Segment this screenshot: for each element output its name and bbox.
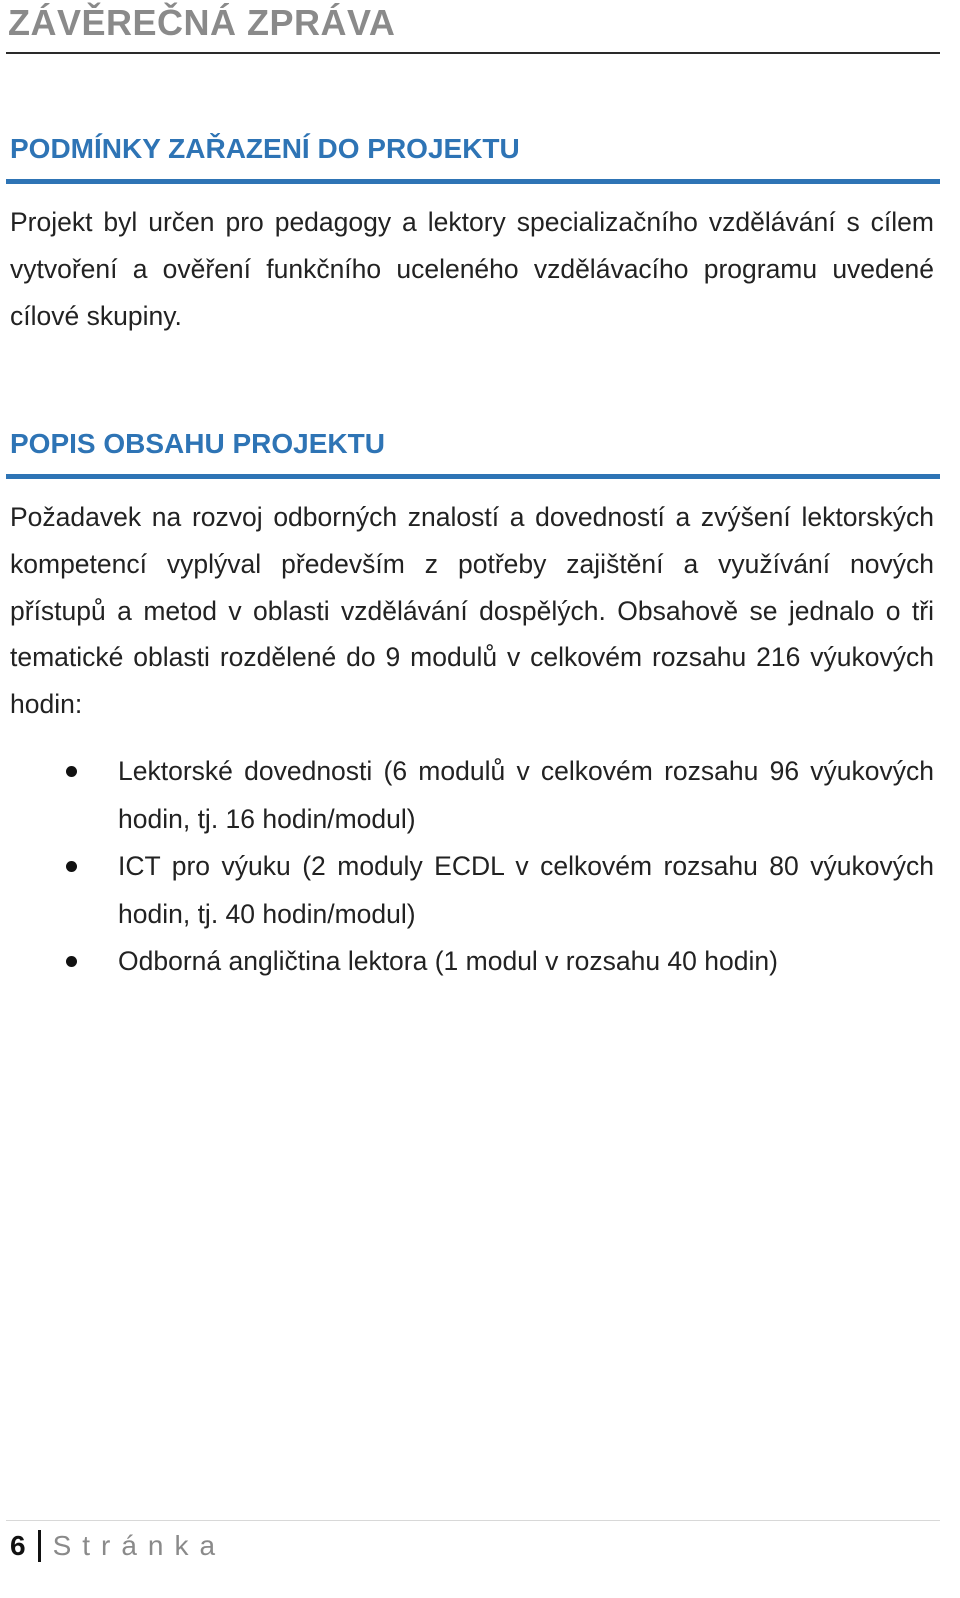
page-label: Stránka xyxy=(52,1530,227,1561)
module-list xyxy=(0,748,940,986)
list-item xyxy=(0,748,940,843)
page-number: 6 xyxy=(10,1530,26,1561)
footer-separator xyxy=(38,1530,41,1562)
page-footer xyxy=(10,1526,226,1566)
list-item-text: Odborná angličtina lektora (1 modul v rozsahu 40 hodin) xyxy=(118,946,778,976)
list-item-text: Lektorské dovednosti (6 modulů v celkovém rozsahu 96 výukových hodin, tj. 16 hodin/modul) xyxy=(118,756,934,834)
footer-divider xyxy=(6,1520,940,1521)
bullet-icon xyxy=(66,766,77,777)
section-heading-conditions: PODMÍNKY ZAŘAZENÍ DO PROJEKTU xyxy=(10,133,520,164)
bullet-icon xyxy=(66,861,77,872)
list-item xyxy=(0,843,940,938)
list-item xyxy=(0,938,940,986)
section-divider-content xyxy=(6,474,940,479)
page-title: ZÁVĚREČNÁ ZPRÁVA xyxy=(8,2,396,43)
section-divider-conditions xyxy=(6,179,940,184)
title-divider xyxy=(6,52,940,54)
paragraph-conditions: Projekt byl určen pro pedagogy a lektory specializačního vzdělávání s cílem vytvoření a ověření funkčního uceleného vzdělávacího programu uvedené cílové skupiny. xyxy=(10,207,934,331)
paragraph-content: Požadavek na rozvoj odborných znalostí a dovedností a zvýšení lektorských kompetencí vyplýval především z potřeby zajištění a využívání nových přístupů a metod v oblasti vzdělávání dospělých. Obsahově se jednalo o tři tematické oblasti rozdělené do 9 modulů v celkovém rozsahu 216 výukových hodin: xyxy=(10,502,934,720)
bullet-icon xyxy=(66,956,77,967)
section-heading-content: POPIS OBSAHU PROJEKTU xyxy=(10,428,385,459)
list-item-text: ICT pro výuku (2 moduly ECDL v celkovém rozsahu 80 výukových hodin, tj. 40 hodin/modul) xyxy=(118,851,934,929)
